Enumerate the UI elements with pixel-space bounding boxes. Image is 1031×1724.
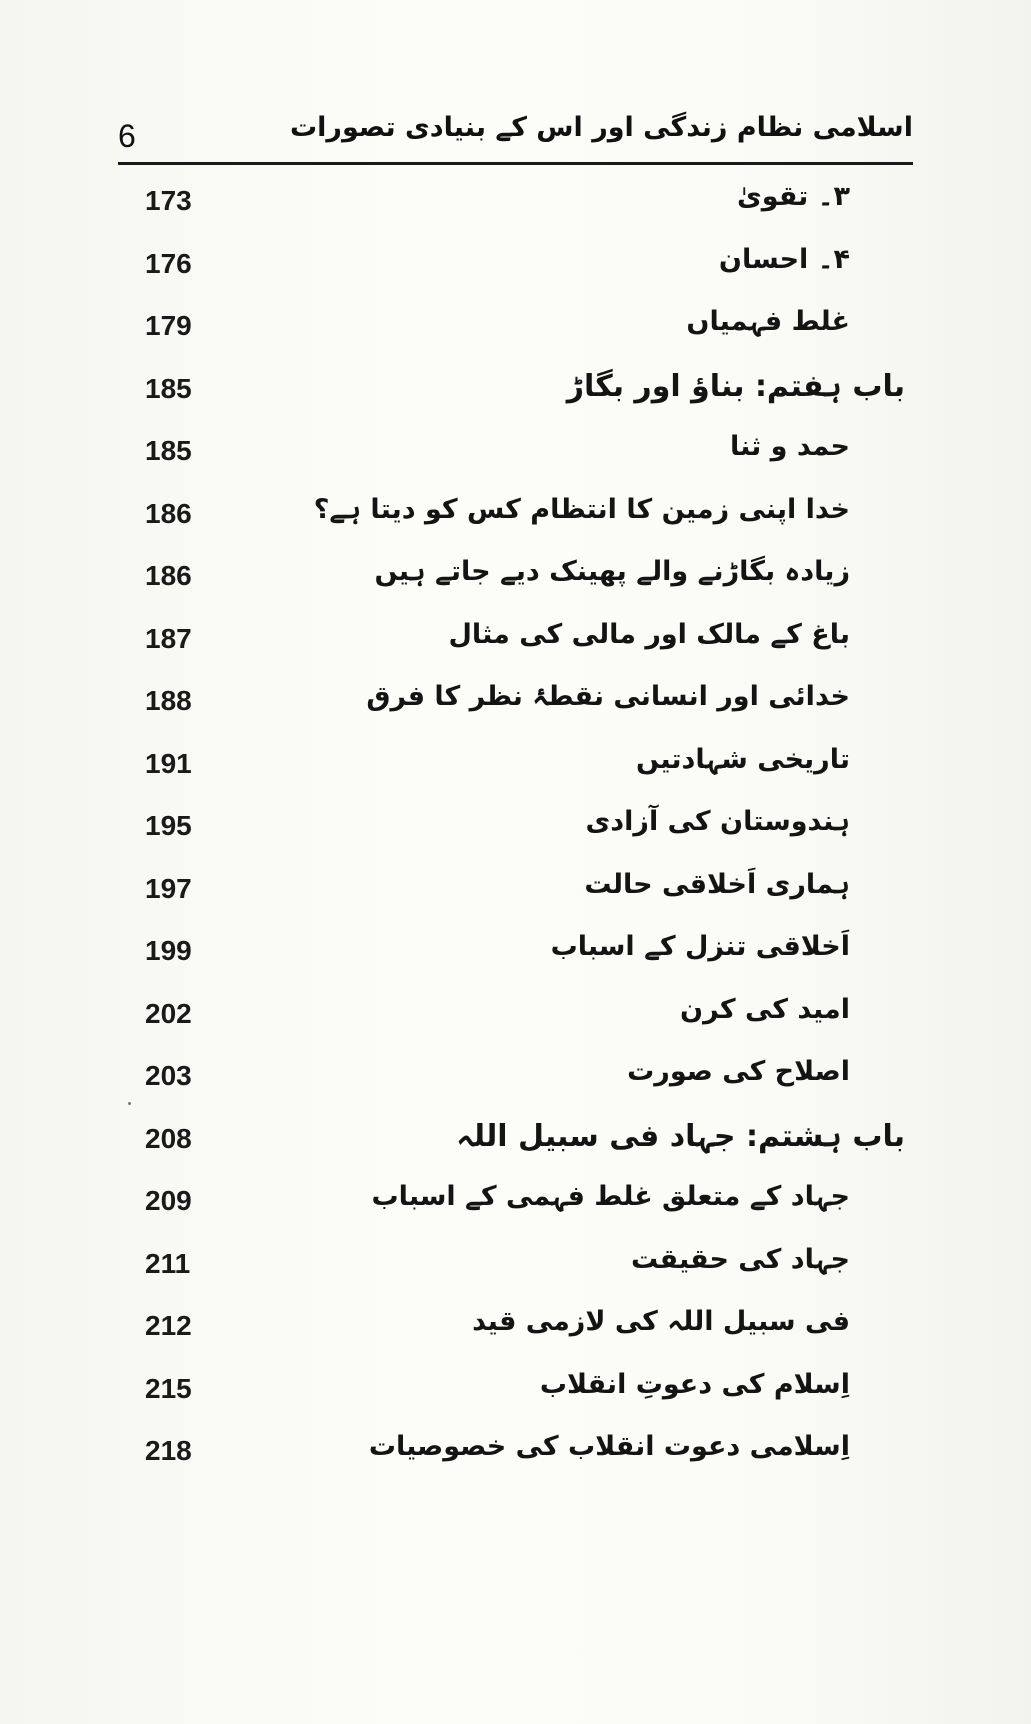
- toc-page-number: 199: [145, 935, 192, 966]
- toc-row: [145, 488, 905, 551]
- toc-row: [145, 988, 905, 1051]
- toc-entry-title: ہندوستان کی آزادی: [585, 806, 850, 837]
- toc-entry-title: زیادہ بگاڑنے والے پھینک دیے جاتے ہیں: [374, 556, 850, 587]
- page-header: [118, 108, 913, 160]
- toc-page-number: 195: [145, 810, 192, 841]
- toc-page-number: 176: [145, 247, 192, 279]
- paper-speck: [128, 1102, 131, 1105]
- toc-row: [145, 863, 905, 926]
- toc-page-number: 208: [145, 1122, 192, 1154]
- toc-row: [145, 613, 905, 676]
- toc-page-number: 191: [145, 747, 192, 779]
- toc-chapter-title: باب ہفتم: بناؤ اور بگاڑ: [566, 368, 905, 404]
- toc-chapter-title: باب ہشتم: جہاد فی سبیل اللہ: [456, 1118, 905, 1154]
- toc-page-number: 187: [145, 622, 192, 654]
- toc-page-number: 202: [145, 997, 192, 1029]
- toc-page-number: 185: [145, 372, 192, 404]
- toc-page-number: 211: [145, 1247, 191, 1279]
- toc-page-number: 188: [145, 685, 192, 716]
- toc-row: [145, 1175, 905, 1238]
- toc-entry-title: اَخلاقی تنزل کے اسباب: [550, 931, 850, 962]
- toc-entry-title: جہاد کے متعلق غلط فہمی کے اسباب: [371, 1181, 850, 1212]
- toc-entry-title: فی سبیل اللہ کی لازمی قید: [472, 1306, 850, 1337]
- toc-row: [145, 1300, 905, 1363]
- toc-page-number: 218: [145, 1435, 192, 1466]
- toc-entry-title: اصلاح کی صورت: [627, 1056, 850, 1087]
- toc-row: [145, 675, 905, 738]
- toc-entry-title: خدائی اور انسانی نقطۂ نظر کا فرق: [366, 681, 850, 712]
- toc-entry-title: تاریخی شہادتیں: [636, 743, 850, 775]
- toc-page-number: 215: [145, 1372, 192, 1404]
- toc-row: [145, 175, 905, 238]
- running-title: اسلامی نظام زندگی اور اس کے بنیادی تصورات: [290, 112, 913, 143]
- toc-entry-title: حمد و ثنا: [729, 431, 850, 462]
- toc-row: [145, 1425, 905, 1488]
- toc-chapter-row: [145, 363, 905, 426]
- header-divider: [118, 162, 913, 165]
- toc-row: [145, 800, 905, 863]
- toc-row: [145, 925, 905, 988]
- toc-row: [145, 1238, 905, 1301]
- toc-row: [145, 738, 905, 801]
- toc-chapter-row: [145, 1113, 905, 1176]
- toc-row: [145, 550, 905, 613]
- toc-page-number: 173: [145, 185, 192, 216]
- toc-entry-title: غلط فہمیاں: [686, 306, 850, 337]
- toc-page-number: 212: [145, 1310, 192, 1341]
- table-of-contents: [145, 175, 905, 1488]
- toc-page-number: 185: [145, 435, 192, 466]
- toc-page-number: 203: [145, 1060, 192, 1091]
- toc-page-number: 179: [145, 310, 192, 341]
- toc-row: [145, 1050, 905, 1113]
- toc-row: [145, 300, 905, 363]
- page-number: 6: [118, 118, 136, 154]
- toc-entry-title: ۳۔ تقویٰ: [737, 181, 850, 212]
- toc-page-number: 186: [145, 560, 192, 591]
- toc-entry-title: اِسلامی دعوت انقلاب کی خصوصیات: [368, 1431, 850, 1462]
- toc-page-number: 209: [145, 1185, 192, 1216]
- toc-row: [145, 238, 905, 301]
- toc-entry-title: امید کی کرن: [680, 993, 850, 1025]
- toc-page-number: 197: [145, 872, 192, 904]
- toc-entry-title: باغ کے مالک اور مالی کی مثال: [448, 618, 850, 650]
- toc-entry-title: خدا اپنی زمین کا انتظام کس کو دیتا ہے؟: [313, 493, 850, 525]
- toc-row: [145, 1363, 905, 1426]
- toc-row: [145, 425, 905, 488]
- toc-entry-title: جہاد کی حقیقت: [630, 1243, 850, 1275]
- toc-entry-title: اِسلام کی دعوتِ انقلاب: [539, 1368, 850, 1400]
- toc-page-number: 186: [145, 497, 192, 529]
- toc-entry-title: ۴۔ احسان: [718, 243, 850, 275]
- toc-entry-title: ہماری اَخلاقی حالت: [584, 868, 850, 900]
